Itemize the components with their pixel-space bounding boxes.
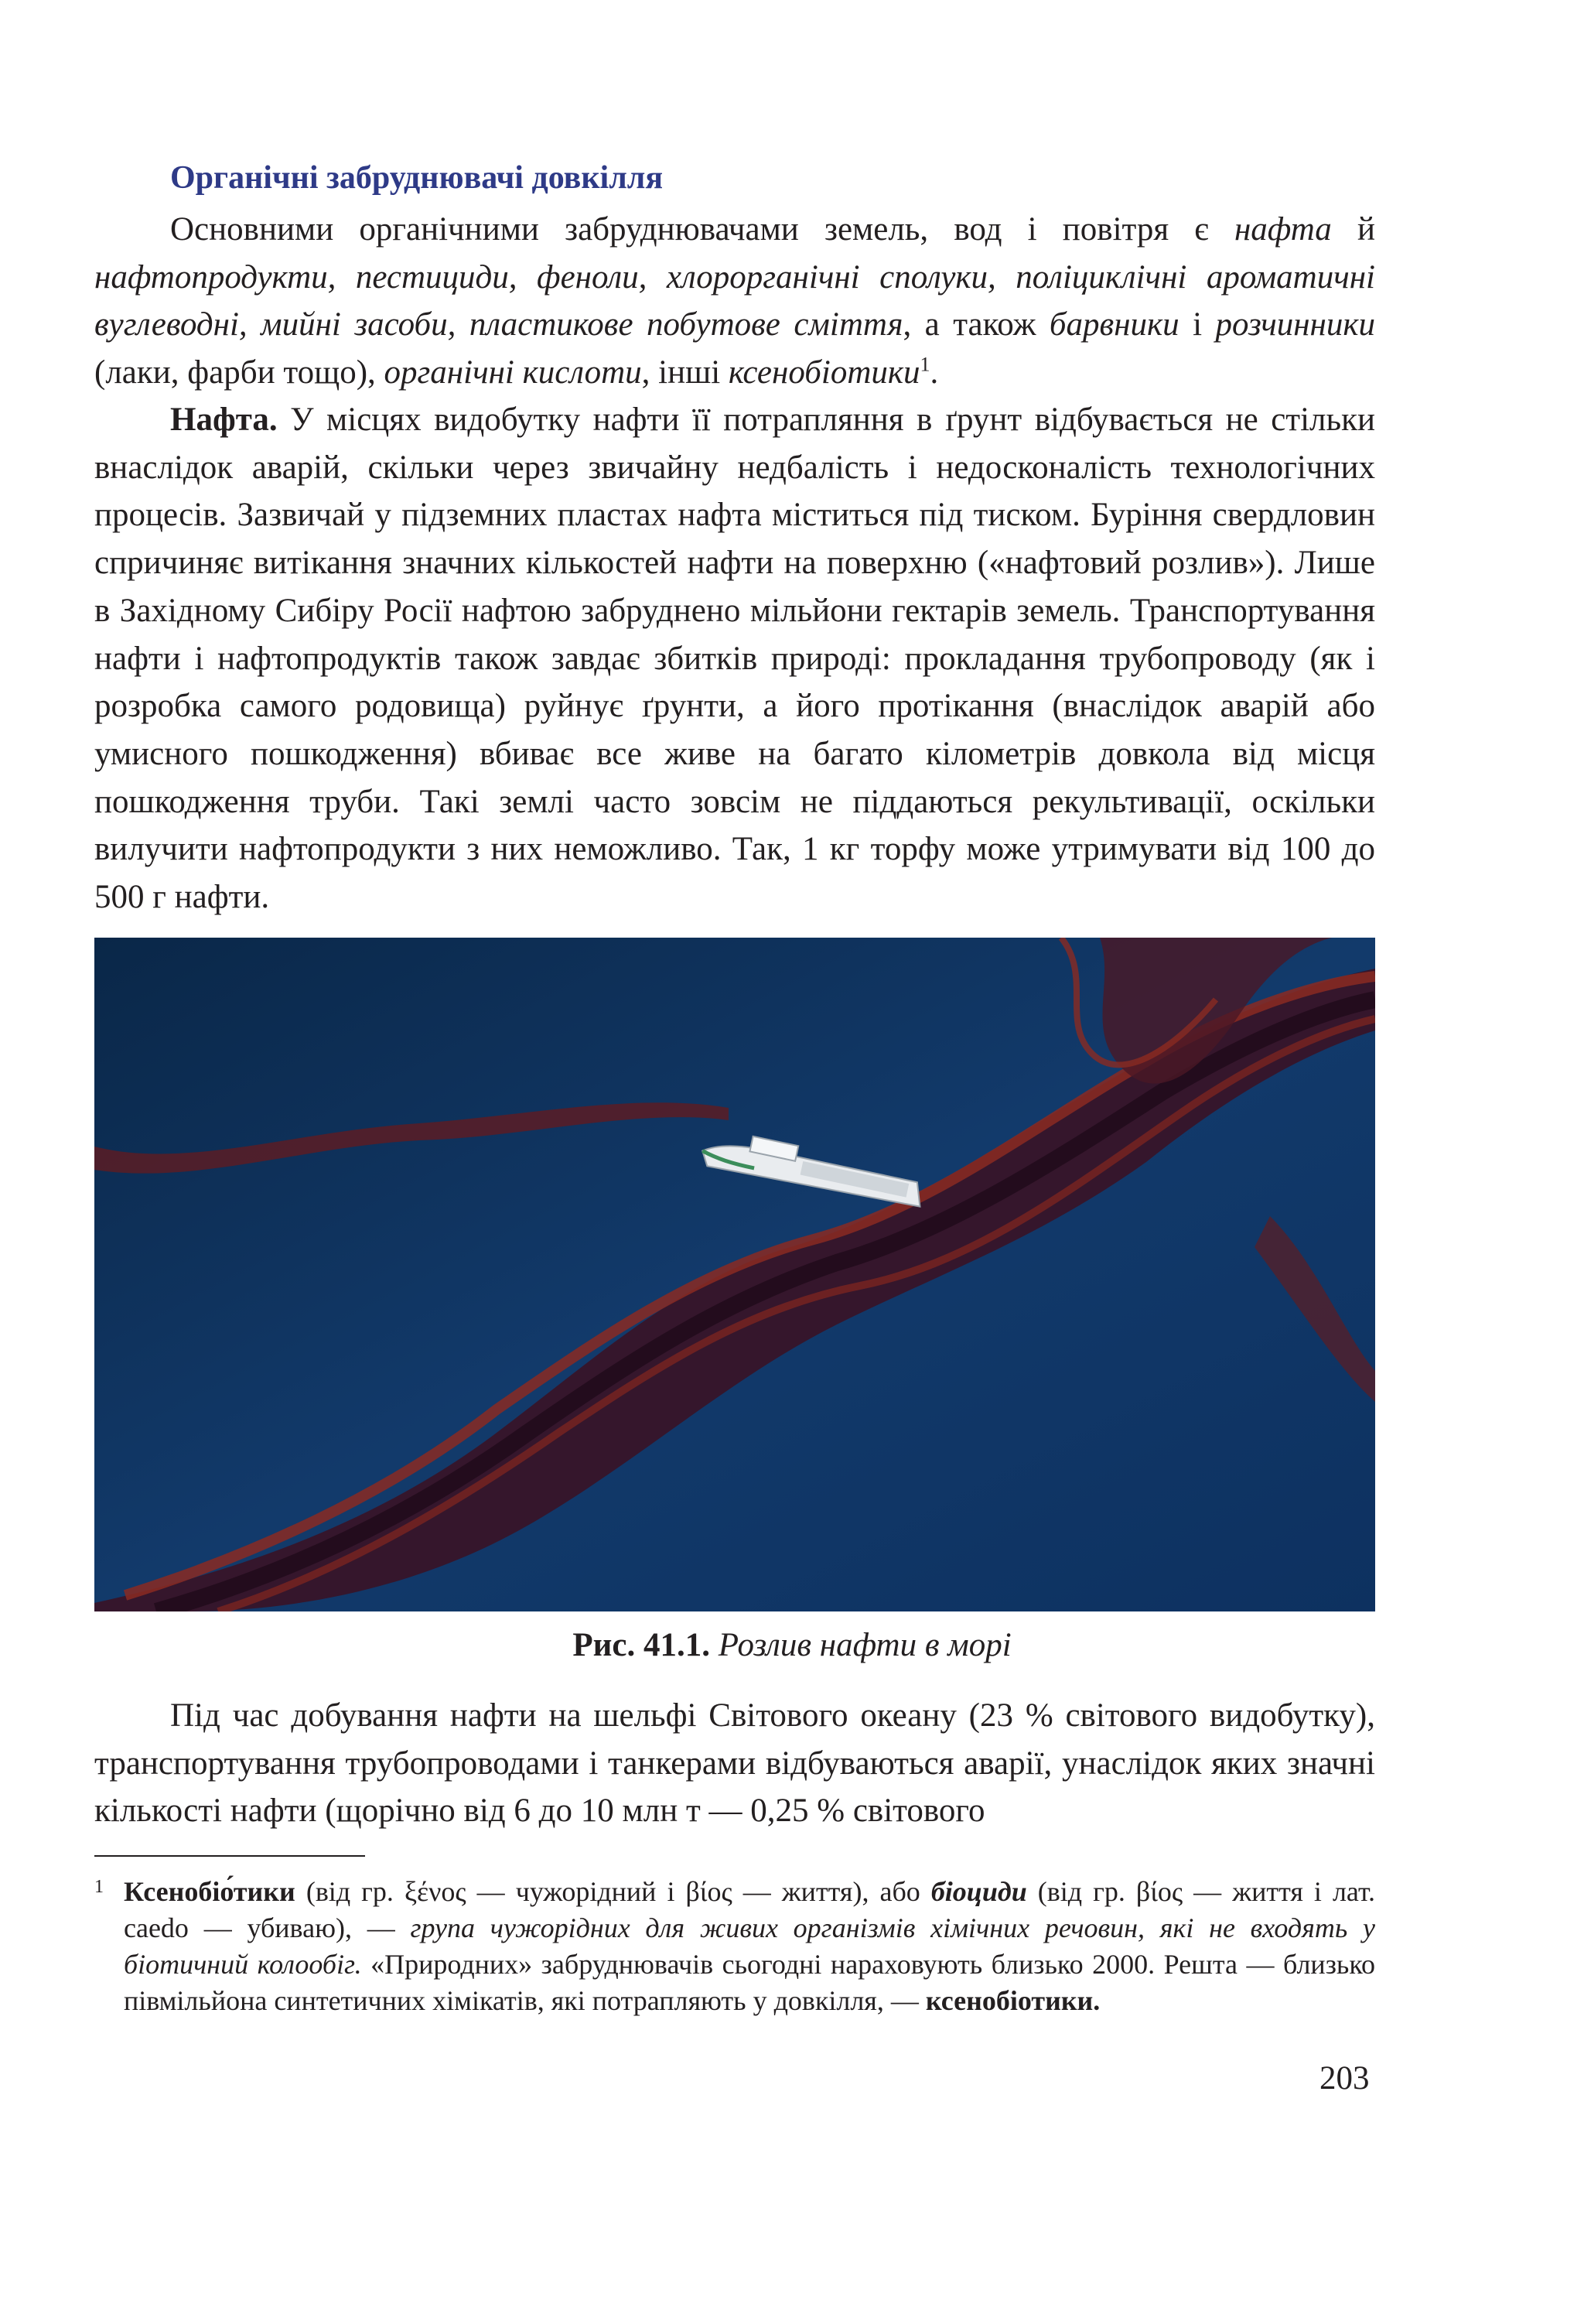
footnote-text-3: «Природних» забруднювачів сьогодні нараховують близько 2000. Решта — близько півмільйона синтетичних хімікатів, які потрапляють у довкілля, — — [124, 1949, 1375, 2016]
intro-term-list: нафтопродукти, пестициди, феноли, хлорорганічні сполуки, поліциклічні ароматичні вуглеводні, мийні засоби, пластикове побутове сміття — [94, 258, 1375, 343]
page-number: 203 — [1319, 2060, 1370, 2097]
oil-lead: Нафта. — [170, 402, 278, 438]
footnote — [94, 1874, 1375, 2019]
footnote-term-biocides: біоциди — [930, 1876, 1027, 1907]
intro-term-solvents: розчинники — [1215, 306, 1375, 343]
footnote-reference[interactable]: 1 — [920, 353, 930, 376]
oil-spill-photo — [94, 938, 1375, 1611]
intro-text-4: і — [1179, 306, 1216, 343]
footnote-term-xenobiotics: ксенобіотики. — [925, 1985, 1101, 2016]
footnote-mark: 1 — [94, 1877, 104, 1897]
intro-term-dyes: барвники — [1049, 306, 1179, 343]
figure-label: Рис. 41.1. — [572, 1627, 710, 1663]
footnote-definition: група чужорідних для живих організмів хімічних речовин, які не входять у біотичний колообіг. — [124, 1912, 1375, 1980]
intro-text-3: , а також — [903, 306, 1050, 343]
intro-text-6: , інші — [641, 354, 729, 391]
intro-text-7: . — [930, 354, 939, 391]
intro-paragraph — [94, 206, 1375, 397]
intro-text-2: й — [1331, 211, 1375, 248]
intro-term-oil: нафта — [1234, 211, 1332, 248]
footnote-term: Ксенобіо́тики — [124, 1876, 295, 1907]
section-heading: Органічні забруднювачі довкілля — [170, 160, 664, 196]
footnote-text-2: (від гр. βίος — життя і лат. caedo — убиваю), — — [124, 1876, 1375, 1943]
continuation-paragraph: Під час добування нафти на шельфі Світового океану (23 % світового видобутку), транспортування трубопроводами і танкерами відбуваються аварії, унаслідок яких значні кількості нафти (щорічно від 6 до 10 млн т — 0,25 % світового — [94, 1697, 1375, 1830]
footnote-divider — [94, 1855, 365, 1857]
oil-text: У місцях видобутку нафти її потрапляння в ґрунт відбувається не стільки внаслідок аварій, скільки через звичайну недбалість і недосконалість технологічних процесів. Зазвичай у підземних пластах нафта міститься під тиском. Буріння свердловин спричиняє витікання значних кількостей нафти на поверхню («нафтовий розлив»). Лише в Західному Сибіру Росії нафтою забруднено мільйони гектарів земель. Транспортування нафти і нафтопродуктів також завдає збитків природі: прокладання трубопроводу (як і розробка самого родовища) руйнує ґрунти, а його протікання (внаслідок аварій або умисного пошкодження) вбиває все живе на багато кілометрів довкола від місця пошкодження труби. Такі землі часто зовсім не піддаються рекультивації, оскільки вилучити нафтопродукти з них неможливо. Так, 1 кг торфу може утримувати від 100 до 500 г нафти. — [94, 402, 1375, 916]
oil-paragraph — [94, 396, 1375, 921]
oil-spill-illustration — [94, 938, 1375, 1611]
figure-title: Розлив нафти в морі — [709, 1627, 1012, 1663]
figure-caption — [0, 1626, 1584, 1664]
intro-term-acids: органічні кислоти — [384, 354, 642, 391]
footnote-text-1: (від гр. ξένος — чужорідний і βίος — життя), або — [295, 1876, 931, 1907]
intro-term-xenobiotics: ксенобіотики — [728, 354, 920, 391]
intro-text-1: Основними органічними забруднювачами земель, вод і повітря є — [170, 211, 1234, 248]
intro-text-5: (лаки, фарби тощо), — [94, 354, 384, 391]
